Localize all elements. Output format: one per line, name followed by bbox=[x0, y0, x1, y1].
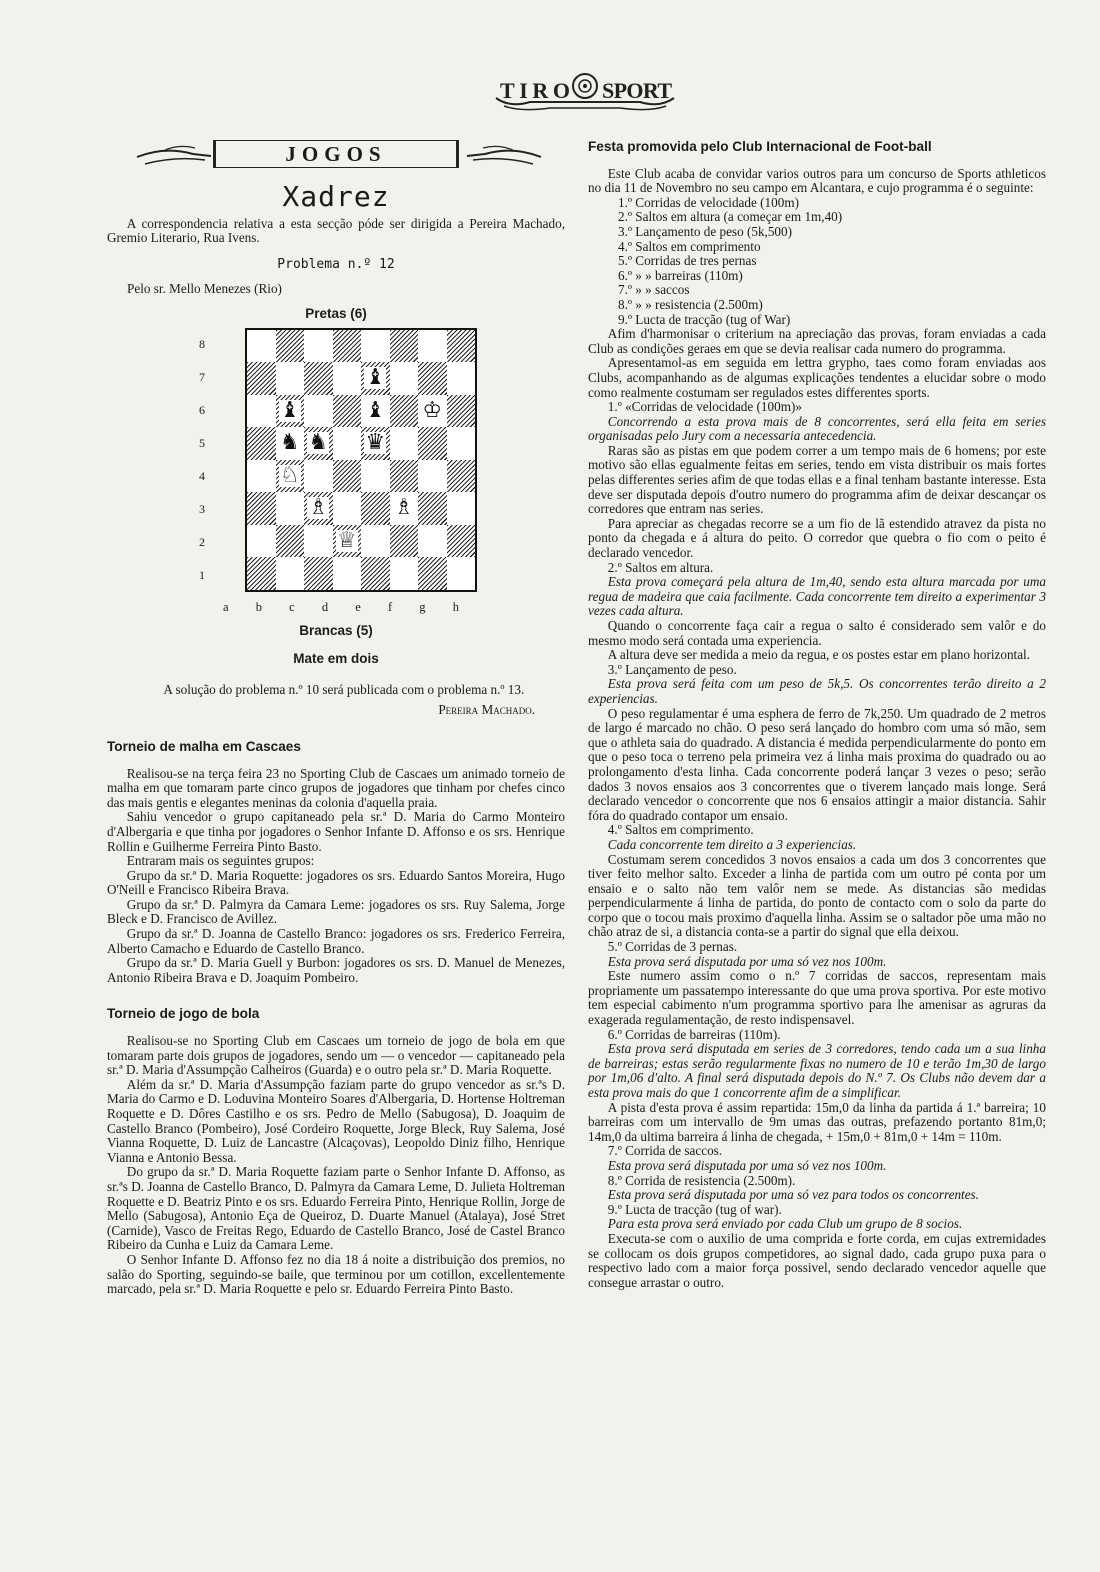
white-label: Brancas (5) bbox=[299, 622, 373, 638]
board-square-e2 bbox=[361, 525, 390, 558]
paragraph: 5.º Corridas de 3 pernas. bbox=[607, 939, 738, 955]
board-square-b4 bbox=[276, 460, 305, 493]
rank-label: 6 bbox=[199, 402, 205, 417]
board-square-g8 bbox=[418, 330, 447, 363]
paragraph: Entraram mais os seguintes grupos: bbox=[126, 853, 315, 869]
program-item: 6.º » » barreiras (110m) bbox=[618, 267, 743, 283]
paragraph: Para apreciar as chegadas recorre se a um fio de lã estendido atravez da pista no ponto da chegada e á altura do peito. O corredor que quebra o fio com o peito é declarado vencedor. bbox=[588, 515, 1046, 561]
board-square-a2 bbox=[247, 525, 276, 558]
board-square-h7 bbox=[447, 362, 476, 395]
board-square-b6 bbox=[276, 395, 305, 428]
rank-label: 3 bbox=[199, 501, 205, 516]
paragraph: 9.º Lucta de tracção (tug of war). bbox=[607, 1201, 782, 1217]
board-square-e7 bbox=[361, 362, 390, 395]
svg-text:TIRO: TIRO bbox=[500, 78, 570, 103]
board-square-f4 bbox=[390, 460, 419, 493]
paragraph: 6.º Corridas de barreiras (110m). bbox=[607, 1026, 781, 1042]
board-square-g1 bbox=[418, 557, 447, 590]
chess-diagram bbox=[107, 328, 565, 618]
board-square-f1 bbox=[390, 557, 419, 590]
rank-labels bbox=[195, 328, 209, 592]
rule-text: Para esta prova será enviado por cada Club um grupo de 8 socios. bbox=[607, 1216, 963, 1232]
bola-heading: Torneio de jogo de bola bbox=[107, 1006, 260, 1022]
program-item: 9.º Lucta de tracção (tug of War) bbox=[618, 311, 791, 327]
board-square-g4 bbox=[418, 460, 447, 493]
board-square-h8 bbox=[447, 330, 476, 363]
chess-piece-b4: ♘ bbox=[279, 462, 300, 488]
xadrez-title: Xadrez bbox=[282, 180, 390, 213]
paragraph: Sahiu vencedor o grupo capitaneado pela sr.ª D. Maria do Carmo Monteiro d'Albergaria e que tinha por jogadores o Senhor Infante D. Affonso e os srs. Henrique Rollin e Guilherme Ferreira Pinto Basto. bbox=[107, 809, 565, 854]
file-label: c bbox=[289, 599, 295, 614]
board-square-a5 bbox=[247, 427, 276, 460]
board-square-h4 bbox=[447, 460, 476, 493]
file-label: a bbox=[223, 599, 229, 614]
masthead-logo bbox=[490, 68, 680, 112]
board-square-b7 bbox=[276, 362, 305, 395]
paragraph: Grupo da sr.ª D. Palmyra da Camara Leme: jogadores os srs. Ruy Salema, Jorge Bleck e D. Francisco de Avillez. bbox=[107, 896, 565, 927]
rule-text: Cada concorrente tem direito a 3 experiencias. bbox=[607, 836, 857, 852]
paragraph: Do grupo da sr.ª D. Maria Roquette faziam parte o Senhor Infante D. Affonso, as sr.ªs D. Joanna de Castello Branco, D. Palmyra da Camara Leme, D. Julieta Holtreman Roquette e D. Beatriz Pinto e os srs. Eduardo Ferreira Pinto, Henrique Rollin, Jorge de Mello (Sabugosa), Antonio Eça de Queiroz, D. Duarte Manuel (Atalaya), José Stret (Carnide), Vasco de Freitas Rego, Eduardo de Castello Branco, José de Castel Branco Ribeiro da Cunha e Luiz da Camara Leme. bbox=[107, 1164, 565, 1253]
right-ornament-icon bbox=[463, 142, 543, 172]
chess-piece-f3: ♗ bbox=[393, 495, 414, 521]
board-square-d1 bbox=[333, 557, 362, 590]
chess-piece-d2: ♕ bbox=[336, 527, 357, 553]
signature: Pereira Machado. bbox=[438, 702, 535, 718]
board-square-d6 bbox=[333, 395, 362, 428]
board-square-c5 bbox=[304, 427, 333, 460]
file-label: f bbox=[387, 599, 393, 614]
rule-text: Esta prova será disputada por uma só vez para todos os concorrentes. bbox=[607, 1187, 979, 1203]
paragraph: O peso regulamentar é uma esphera de ferro de 7k,250. Um quadrado de 2 metros de largo é marcado no chão. O peso será lançado do hombro com uma só mão, sem que o athleta saia do quadrado. A distancia é medida perpendicularmente do ponto em que o peso toca o terreno pela primeira vez á linha mais proxima do quadrado ou ao prolongamento d'esta linha. Cada concorrente poderá lançar 3 vezes o peso; serão dados 3 novos ensaios aos 3 concorrentes que o tiverem lançado mais longe. Será declarado vencedor o concorrente que nos 6 ensaios attingir a maior distancia. Sahir fóra do quadrado contapor um ensaio. bbox=[588, 705, 1046, 823]
left-ornament-icon bbox=[135, 142, 215, 172]
board-square-e3 bbox=[361, 492, 390, 525]
program-item: 4.º Saltos em comprimento bbox=[618, 238, 761, 254]
problem-title: Problema n.º 12 bbox=[277, 256, 395, 272]
paragraph: Além da sr.ª D. Maria d'Assumpção faziam parte do grupo vencedor as sr.ªs D. Maria do Carmo e D. Loduvina Monteiro Soares d'Albergaria, D. Hortense Holtreman Roquette e D. Dôres Castilho e os srs. Pedro de Mello (Sabugosa), D. Joaquim de Castello Branco (Pombeiro), José Cordeiro Roquette, Jorge Bleck, Ruy Salema, José Vianna Roquette, D. Luiz de Lancastre (Alcaçovas), Leopoldo Diniz filho, Henrique Vianna e Antonio Bessa. bbox=[107, 1076, 565, 1165]
paragraph: Quando o concorrente faça cair a regua o salto é considerado sem valôr e do mesmo modo será contada uma experiencia. bbox=[588, 618, 1046, 648]
rank-label: 7 bbox=[199, 369, 205, 384]
paragraph: 7.º Corrida de saccos. bbox=[607, 1143, 723, 1159]
board-square-f5 bbox=[390, 427, 419, 460]
board-square-b2 bbox=[276, 525, 305, 558]
chess-piece-b6: ♝ bbox=[279, 397, 300, 423]
board-square-d2 bbox=[333, 525, 362, 558]
board-square-f8 bbox=[390, 330, 419, 363]
rank-label: 2 bbox=[199, 534, 205, 549]
board-square-f6 bbox=[390, 395, 419, 428]
program-item: 8.º » » resistencia (2.500m) bbox=[618, 296, 763, 312]
program-item: 7.º » » saccos bbox=[618, 282, 690, 298]
board-square-c2 bbox=[304, 525, 333, 558]
rule-text: Concorrendo a esta prova mais de 8 concorrentes, será ella feita em series organisadas pelo Jury com a necessaria antecedencia. bbox=[588, 413, 1046, 444]
board-square-g2 bbox=[418, 525, 447, 558]
rule-text: Esta prova será disputada por uma só vez nos 100m. bbox=[607, 953, 887, 969]
file-label: e bbox=[355, 599, 361, 614]
board-square-b1 bbox=[276, 557, 305, 590]
rank-label: 8 bbox=[199, 336, 205, 351]
file-label: d bbox=[321, 599, 329, 614]
svg-text:SPORT: SPORT bbox=[602, 78, 672, 103]
right-column bbox=[588, 140, 1046, 1290]
xadrez-intro: A correspondencia relativa a esta secção póde ser dirigida a Pereira Machado, Gremio Literario, Rua Ivens. bbox=[107, 215, 565, 246]
board-square-c3 bbox=[304, 492, 333, 525]
bola-article bbox=[107, 1034, 565, 1297]
chess-piece-b5: ♞ bbox=[279, 430, 300, 456]
paragraph: O Senhor Infante D. Affonso fez no dia 18 á noite a distribuição dos premios, no salão do Sporting, seguindo-se baile, que terminou por um cotillon, excellentemente marcado, pela sr.ª D. Maria Roquette e pelo sr. Eduardo Ferreira Pinto Basto. bbox=[107, 1251, 565, 1297]
board-square-a8 bbox=[247, 330, 276, 363]
left-column bbox=[107, 140, 565, 1297]
file-label: h bbox=[452, 599, 459, 614]
program-item: 1.º Corridas de velocidade (100m) bbox=[618, 194, 799, 210]
chess-piece-e7: ♝ bbox=[365, 365, 386, 391]
board-square-h2 bbox=[447, 525, 476, 558]
file-labels bbox=[223, 600, 459, 615]
paragraph: A pista d'esta prova é assim repartida: 15m,0 da linha da partida á 1.ª barreira; 10 barreiras com um intervallo de 9m umas das outras, prefazendo portanto 81m,0; 14m,0 da ultima barreira á linha de chegada, + 15m,0 + 81m,0 + 14m = 110m. bbox=[588, 1099, 1046, 1144]
section-title: JOGOS bbox=[285, 141, 387, 166]
program-list bbox=[588, 196, 1046, 327]
board-square-h5 bbox=[447, 427, 476, 460]
board-square-h6 bbox=[447, 395, 476, 428]
rank-label: 4 bbox=[199, 468, 205, 483]
program-item: 2.º Saltos em altura (a começar em 1m,40) bbox=[618, 209, 843, 225]
board-square-a4 bbox=[247, 460, 276, 493]
paragraph: 3.º Lançamento de peso. bbox=[607, 661, 737, 677]
festa-heading: Festa promovida pelo Club Internacional de Foot-ball bbox=[588, 139, 932, 154]
board-square-f7 bbox=[390, 362, 419, 395]
board-square-e4 bbox=[361, 460, 390, 493]
board-square-c8 bbox=[304, 330, 333, 363]
board-square-d7 bbox=[333, 362, 362, 395]
problem-author: Pelo sr. Mello Menezes (Rio) bbox=[127, 281, 282, 297]
board-square-d8 bbox=[333, 330, 362, 363]
board-square-a1 bbox=[247, 557, 276, 590]
chess-piece-e6: ♝ bbox=[365, 397, 386, 423]
rank-label: 1 bbox=[199, 567, 205, 582]
board-square-c4 bbox=[304, 460, 333, 493]
paragraph: 1.º «Corridas de velocidade (100m)» bbox=[607, 399, 802, 415]
chess-board bbox=[245, 328, 477, 592]
chess-piece-c5: ♞ bbox=[308, 430, 329, 456]
paragraph: Grupo da sr.ª D. Maria Guell y Burbon: jogadores os srs. D. Manuel de Menezes, Antonio Ribeira Brava e D. Joaquim Pombeiro. bbox=[107, 955, 565, 985]
paragraph: Raras são as pistas em que podem correr a um tempo mais de 6 homens; por este motivo são ellas egualmente feitas em series, tendo em vista distribuir os mais fortes pelas differentes series afim de que todas ellas e a final tenham bastante interesse. Esta deve ser disputada depois d'outro numero do programma afim de deixar descançar os corredores que entram nas series. bbox=[588, 442, 1046, 517]
board-square-b3 bbox=[276, 492, 305, 525]
black-label: Pretas (6) bbox=[305, 305, 367, 321]
rule-text: Esta prova será feita com um peso de 5k,5. Os concorrentes terão direito a 2 experiencias. bbox=[588, 676, 1046, 706]
paragraph: 4.º Saltos em comprimento. bbox=[607, 822, 754, 838]
program-item: 3.º Lançamento de peso (5k,500) bbox=[618, 223, 793, 239]
paragraph: 8.º Corrida de resistencia (2.500m). bbox=[607, 1172, 796, 1188]
festa-article bbox=[588, 327, 1046, 1290]
chess-piece-g6: ♔ bbox=[422, 397, 443, 423]
program-item: 5.º Corridas de tres pernas bbox=[618, 253, 757, 269]
board-square-h1 bbox=[447, 557, 476, 590]
mate-caption: Mate em dois bbox=[293, 651, 379, 667]
board-square-c1 bbox=[304, 557, 333, 590]
paragraph: Grupo da sr.ª D. Joanna de Castello Branco: jogadores os srs. Frederico Ferreira, Alberto Camacho e Eduardo de Castello Branco. bbox=[107, 926, 565, 956]
paragraph: Este numero assim como o n.º 7 corridas de saccos, representam mais propriamente um passatempo interessante do que uma prova sportiva. Por este motivo tem especial cabimento n'um programma sportivo para lhe amenisar as agruras da exagerada regulamentação, de resto indispensavel. bbox=[588, 968, 1046, 1028]
board-square-d4 bbox=[333, 460, 362, 493]
board-square-a6 bbox=[247, 395, 276, 428]
board-square-d3 bbox=[333, 492, 362, 525]
paragraph: Executa-se com o auxilio de uma comprida e forte corda, em cujas extremidades se collocam os dois grupos competidores, ao signal dado, cada grupo puxa para o respectivo lado com a maior força possivel, sendo declarado vencedor aquelle que consegue arrastar o outro. bbox=[588, 1230, 1046, 1290]
paragraph: Realisou-se no Sporting Club em Cascaes um torneio de jogo de bola em que tomaram parte dois grupos de jogadores, sendo um — o vencedor — capitaneado pela sr.ª D. Maria d'Assumpção Calheiros (Guarda) e o outro pela sr.ª D. Maria Roquette. bbox=[107, 1033, 565, 1078]
board-square-b8 bbox=[276, 330, 305, 363]
file-label: g bbox=[419, 599, 426, 614]
malha-article bbox=[107, 767, 565, 986]
rule-text: Esta prova será disputada em series de 3 corredores, tendo cada um a sua linha de barreiras; estas serão regularmente fixas no numero de 10 e terão 1m,30 de largo por 1m,06 d'alto. A final será disputada depois do N.º 7. Os Clubs não devem dar a esta prova mais do que 1 concorrente afim de a simplificar. bbox=[588, 1041, 1046, 1100]
paragraph: Afim d'harmonisar o criterium na apreciação das provas, foram enviadas a cada Club as condições geraes em que se devia realisar cada numero do programma. bbox=[588, 326, 1046, 356]
paragraph: Apresentamol-as em seguida em lettra grypho, taes como foram enviadas aos Clubs, acompanhando as de algumas explicações tendentes a elucidar sobre o modo como realmente costumam ser regulados estes differentes sports. bbox=[588, 355, 1046, 400]
jogos-title-box bbox=[213, 140, 459, 168]
board-square-a3 bbox=[247, 492, 276, 525]
board-square-f2 bbox=[390, 525, 419, 558]
board-square-f3 bbox=[390, 492, 419, 525]
board-square-c7 bbox=[304, 362, 333, 395]
rank-label: 5 bbox=[199, 435, 205, 450]
board-square-e8 bbox=[361, 330, 390, 363]
board-square-d5 bbox=[333, 427, 362, 460]
board-square-e1 bbox=[361, 557, 390, 590]
paragraph: A altura deve ser medida a meio da regua, e os postes estar em plano horizontal. bbox=[607, 647, 1031, 663]
chess-piece-c3: ♗ bbox=[308, 495, 329, 521]
festa-intro: Este Club acaba de convidar varios outros para um concurso de Sports athleticos no dia 11 de Novembro no seu campo em Alcantara, e cujo programma é o seguinte: bbox=[588, 165, 1046, 196]
board-square-g5 bbox=[418, 427, 447, 460]
board-square-h3 bbox=[447, 492, 476, 525]
board-square-g3 bbox=[418, 492, 447, 525]
paragraph: Costumam serem concedidos 3 novos ensaios a cada um dos 3 concorrentes que tiver feito melhor salto. Exceder a linha de partida com um outro pé conta por um ensaio e o salto não tem valôr nem se mede. As distancias são medidas perpendicularmente á linha de partida, do ponto de contacto com o solo da parte do corpo que o tocou mais proximo d'aquella linha. Assim se o saltador põe uma mão no chão atraz de si, a distancia conta-se a partir do signal que ella deixou. bbox=[588, 851, 1046, 940]
board-square-g7 bbox=[418, 362, 447, 395]
jogos-banner bbox=[135, 140, 565, 172]
board-square-c6 bbox=[304, 395, 333, 428]
solution-note: A solução do problema n.º 10 será publicada com o problema n.º 13. bbox=[163, 681, 525, 697]
paragraph: Realisou-se na terça feira 23 no Sporting Club de Cascaes um animado torneio de malha em que tomaram parte cinco grupos de jogadores que tinham por chefes cinco das mais gentis e elegantes meninas da colonia d'aquella praia. bbox=[107, 765, 565, 810]
paragraph: 2.º Saltos em altura. bbox=[607, 559, 714, 575]
board-square-b5 bbox=[276, 427, 305, 460]
board-square-a7 bbox=[247, 362, 276, 395]
chess-piece-e5: ♛ bbox=[365, 430, 386, 456]
file-label: b bbox=[255, 599, 262, 614]
board-square-e6 bbox=[361, 395, 390, 428]
paragraph: Grupo da sr.ª D. Maria Roquette: jogadores os srs. Eduardo Santos Moreira, Hugo O'Neill e Francisco Ribeira Brava. bbox=[107, 867, 565, 898]
rule-text: Esta prova começará pela altura de 1m,40, sendo esta altura marcada por uma regua de madeira que caia facilmente. Cada concorrente tem direito a experimentar 3 vezes cada altura. bbox=[588, 574, 1046, 619]
board-square-e5 bbox=[361, 427, 390, 460]
rule-text: Esta prova será disputada por uma só vez nos 100m. bbox=[607, 1157, 887, 1173]
board-square-g6 bbox=[418, 395, 447, 428]
malha-heading: Torneio de malha em Cascaes bbox=[107, 738, 301, 754]
